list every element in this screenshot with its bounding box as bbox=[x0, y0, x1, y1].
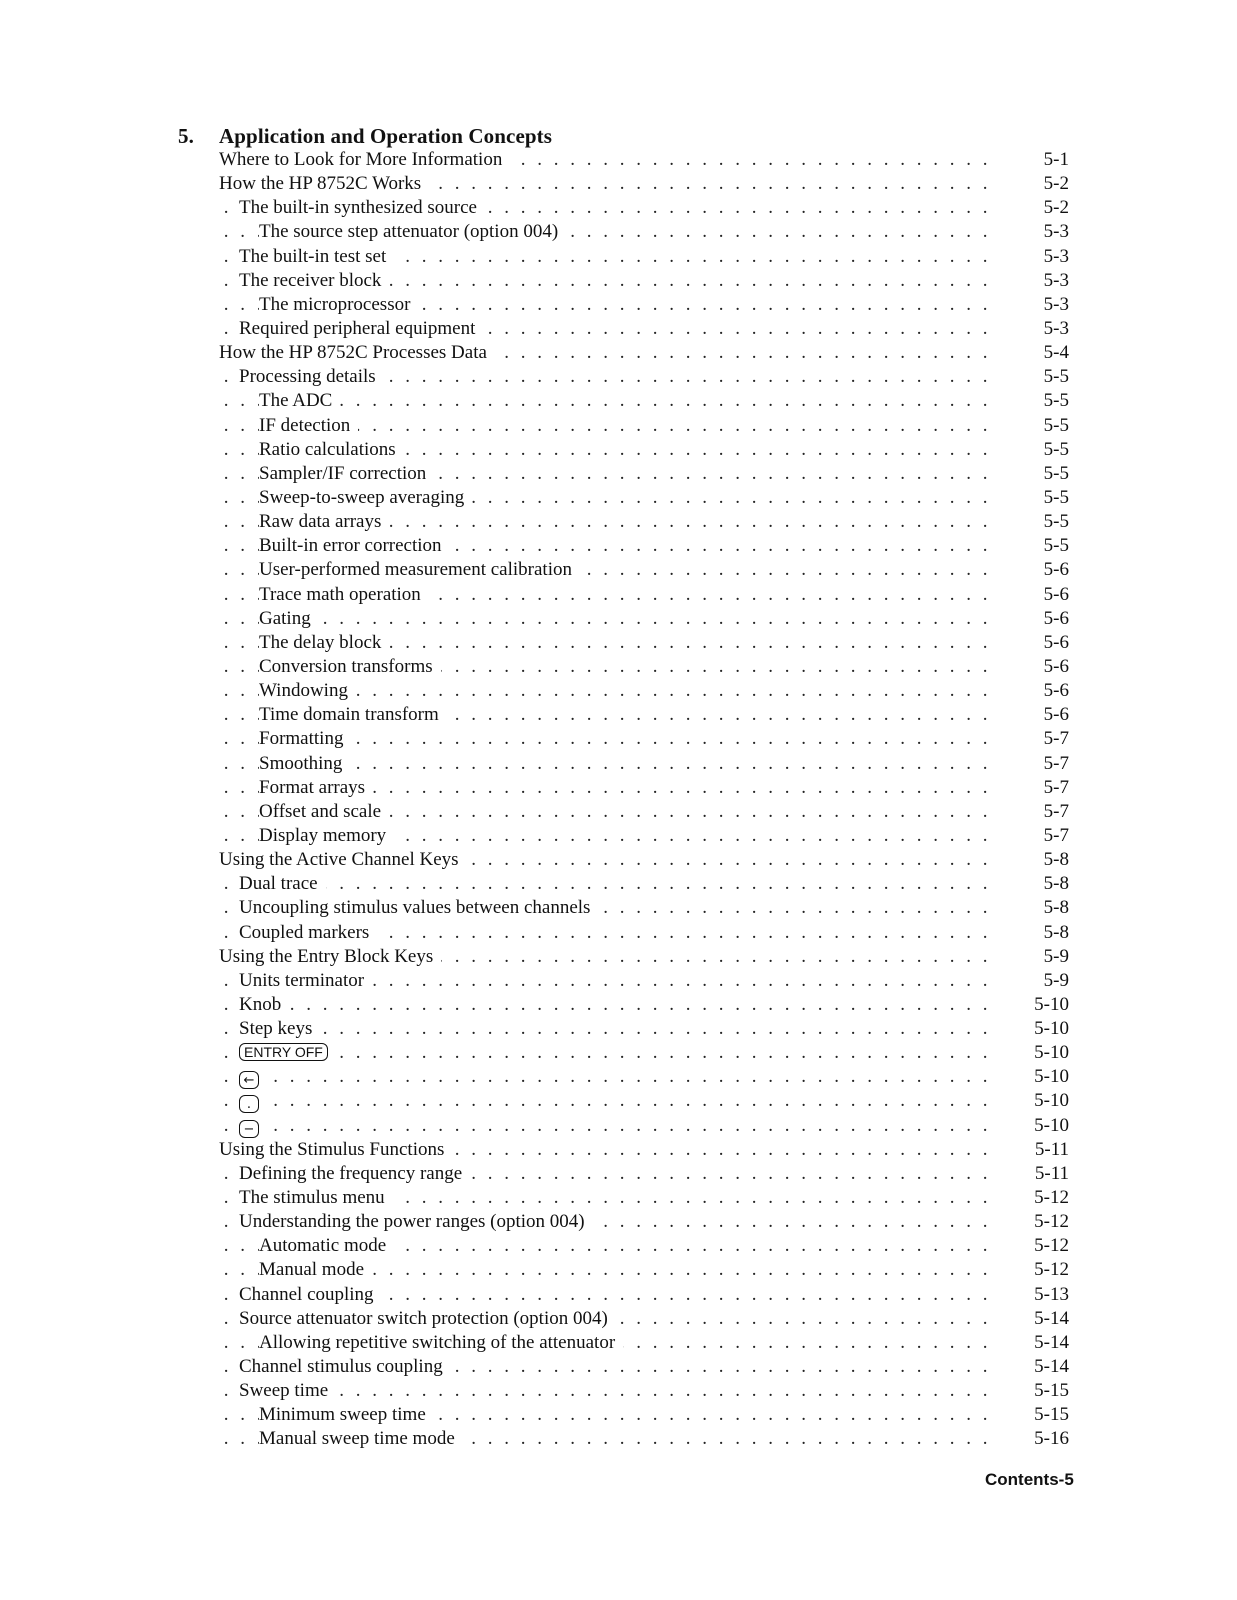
toc-entry-label: Where to Look for More Information bbox=[219, 148, 510, 172]
toc-entry-page: 5-10 bbox=[1034, 1042, 1069, 1064]
toc-entry-label: Dual trace bbox=[239, 872, 326, 896]
toc-entry[interactable] bbox=[219, 1162, 1069, 1186]
key-icon: ← bbox=[239, 1071, 259, 1089]
toc-entry[interactable] bbox=[219, 1041, 1069, 1065]
toc-entry-label bbox=[239, 1114, 267, 1138]
dot-leader bbox=[219, 1065, 991, 1089]
toc-entry[interactable] bbox=[219, 703, 1069, 727]
toc-entry-label: How the HP 8752C Processes Data bbox=[219, 341, 495, 365]
toc-entry-page: 5-2 bbox=[1043, 173, 1069, 195]
toc-entry-page: 5-1 bbox=[1043, 149, 1069, 170]
toc-entry[interactable] bbox=[219, 776, 1069, 800]
toc-entry-page: 5-4 bbox=[1043, 342, 1069, 364]
toc-entry-label bbox=[239, 1065, 267, 1089]
toc-entry-page: 5-14 bbox=[1034, 1331, 1069, 1353]
dot-leader bbox=[219, 1017, 991, 1041]
toc-entry-page: 5-14 bbox=[1034, 1356, 1069, 1378]
toc-entry-label: Offset and scale bbox=[259, 800, 389, 824]
toc-entry-page: 5-2 bbox=[1043, 197, 1069, 219]
toc-entry-label: Gating bbox=[259, 607, 319, 631]
toc-entry[interactable] bbox=[219, 848, 1069, 872]
toc-entry-page: 5-5 bbox=[1043, 486, 1069, 508]
toc-entry[interactable] bbox=[219, 1210, 1069, 1234]
toc-entry-label: Manual sweep time mode bbox=[259, 1427, 463, 1451]
toc-entry-label: Trace math operation bbox=[259, 583, 429, 607]
toc-entry[interactable] bbox=[219, 655, 1069, 679]
toc-entry[interactable] bbox=[219, 1283, 1069, 1307]
toc-entry-label: Conversion transforms bbox=[259, 655, 441, 679]
key-icon: − bbox=[239, 1120, 259, 1138]
toc-entry-label: Ratio calculations bbox=[259, 438, 404, 462]
toc-entry-page: 5-13 bbox=[1034, 1283, 1069, 1305]
toc-entry[interactable] bbox=[219, 245, 1069, 269]
toc-entry-label: Sampler/IF correction bbox=[259, 462, 434, 486]
toc-entry-page: 5-12 bbox=[1034, 1259, 1069, 1281]
toc-entry-page: 5-7 bbox=[1043, 776, 1069, 798]
toc-entry[interactable] bbox=[219, 945, 1069, 969]
toc-entry[interactable] bbox=[219, 1427, 1069, 1451]
toc-entry-label: The source step attenuator (option 004) bbox=[259, 220, 566, 244]
toc-entry-label: Automatic mode bbox=[259, 1234, 394, 1258]
toc-entry[interactable] bbox=[219, 148, 1069, 172]
toc-entry-page: 5-11 bbox=[1034, 1138, 1069, 1160]
toc-entry-page: 5-8 bbox=[1043, 849, 1069, 871]
toc-entry-page: 5-5 bbox=[1043, 535, 1069, 557]
toc-entry-label: The built-in synthesized source bbox=[239, 196, 485, 220]
dot-leader bbox=[219, 872, 991, 896]
toc-entry-page: 5-14 bbox=[1034, 1307, 1069, 1329]
toc-entry-label: The delay block bbox=[259, 631, 389, 655]
toc-entry-page: 5-10 bbox=[1034, 993, 1069, 1015]
toc-entry-page: 5-6 bbox=[1043, 607, 1069, 629]
toc-entry-page: 5-10 bbox=[1034, 1018, 1069, 1040]
toc-entry-label: Formatting bbox=[259, 727, 351, 751]
toc-entry-label: Defining the frequency range bbox=[239, 1162, 470, 1186]
dot-leader bbox=[219, 607, 991, 631]
dot-leader bbox=[219, 1089, 991, 1113]
toc-entry[interactable] bbox=[219, 510, 1069, 534]
toc-entry-page: 5-5 bbox=[1043, 366, 1069, 388]
toc-entry-page: 5-3 bbox=[1043, 245, 1069, 267]
toc-entry[interactable] bbox=[219, 824, 1069, 848]
toc-entry-page: 5-3 bbox=[1043, 269, 1069, 291]
toc-entry[interactable] bbox=[219, 1017, 1069, 1041]
toc-entry-page: 5-10 bbox=[1034, 1114, 1069, 1136]
toc-entry-page: 5-5 bbox=[1043, 511, 1069, 533]
toc-entry-page: 5-8 bbox=[1043, 897, 1069, 919]
toc-entry-label: Raw data arrays bbox=[259, 510, 389, 534]
toc-entry[interactable] bbox=[219, 1234, 1069, 1258]
toc-entry[interactable] bbox=[219, 534, 1069, 558]
toc-entry[interactable] bbox=[219, 993, 1069, 1017]
toc-entry-label: Processing details bbox=[239, 365, 384, 389]
toc-entry[interactable] bbox=[219, 607, 1069, 631]
toc-entry[interactable] bbox=[219, 389, 1069, 413]
toc-entry[interactable] bbox=[219, 317, 1069, 341]
toc-entry-label: Channel stimulus coupling bbox=[239, 1355, 451, 1379]
toc-entry-label: Units terminator bbox=[239, 969, 372, 993]
toc-entry[interactable] bbox=[219, 269, 1069, 293]
toc-entry-page: 5-7 bbox=[1043, 752, 1069, 774]
toc-entry-page: 5-7 bbox=[1043, 800, 1069, 822]
toc-entry-label: Using the Active Channel Keys bbox=[219, 848, 467, 872]
toc-entry[interactable] bbox=[219, 921, 1069, 945]
toc-entry-page: 5-5 bbox=[1043, 438, 1069, 460]
toc-entry-label: Built-in error correction bbox=[259, 534, 450, 558]
chapter-title: Application and Operation Concepts bbox=[219, 124, 553, 148]
toc-entry[interactable] bbox=[219, 1331, 1069, 1355]
page-footer: Contents-5 bbox=[985, 1470, 1074, 1489]
toc-entry[interactable] bbox=[219, 1089, 1069, 1113]
toc-entry-page: 5-16 bbox=[1034, 1428, 1069, 1450]
toc-entry-label: Format arrays bbox=[259, 776, 373, 800]
toc-entry[interactable] bbox=[219, 1258, 1069, 1282]
chapter-number: 5. bbox=[178, 124, 194, 148]
toc-entry-page: 5-3 bbox=[1043, 221, 1069, 243]
toc-entry-page: 5-15 bbox=[1034, 1404, 1069, 1426]
toc-entry-page: 5-3 bbox=[1043, 293, 1069, 315]
toc-entry-page: 5-7 bbox=[1043, 824, 1069, 846]
toc-entry-label: Windowing bbox=[259, 679, 356, 703]
dot-leader bbox=[219, 1114, 991, 1138]
toc-entry[interactable] bbox=[219, 196, 1069, 220]
toc-entry-label: The stimulus menu bbox=[239, 1186, 393, 1210]
toc-entry-label: Minimum sweep time bbox=[259, 1403, 434, 1427]
key-icon: . bbox=[239, 1095, 259, 1113]
toc-entry-label: Understanding the power ranges (option 004) bbox=[239, 1210, 593, 1234]
toc-entry-label: IF detection bbox=[259, 414, 358, 438]
toc-entry-label: Coupled markers bbox=[239, 921, 377, 945]
toc-entry-page: 5-12 bbox=[1034, 1187, 1069, 1209]
toc-entry[interactable] bbox=[219, 414, 1069, 438]
toc-entry[interactable] bbox=[219, 486, 1069, 510]
toc-entry-label: Uncoupling stimulus values between channels bbox=[239, 896, 598, 920]
toc-entry-label: Time domain transform bbox=[259, 703, 447, 727]
toc-entry-page: 5-15 bbox=[1034, 1380, 1069, 1402]
toc-entry[interactable] bbox=[219, 365, 1069, 389]
toc-entry[interactable] bbox=[219, 1355, 1069, 1379]
toc-entry[interactable] bbox=[219, 1379, 1069, 1403]
toc-entry-label: The microprocessor bbox=[259, 293, 418, 317]
toc-entry[interactable] bbox=[219, 1138, 1069, 1162]
toc-entry-label: Manual mode bbox=[259, 1258, 372, 1282]
toc-entry[interactable] bbox=[219, 438, 1069, 462]
table-of-contents bbox=[219, 148, 1069, 1452]
toc-entry[interactable] bbox=[219, 558, 1069, 582]
toc-entry-label: Step keys bbox=[239, 1017, 320, 1041]
toc-entry-page: 5-3 bbox=[1043, 317, 1069, 339]
toc-entry[interactable] bbox=[219, 969, 1069, 993]
toc-entry-page: 5-6 bbox=[1043, 583, 1069, 605]
toc-entry-label: Knob bbox=[239, 993, 289, 1017]
toc-entry-page: 5-5 bbox=[1043, 462, 1069, 484]
toc-entry-page: 5-5 bbox=[1043, 414, 1069, 436]
toc-entry-page: 5-6 bbox=[1043, 655, 1069, 677]
toc-entry[interactable] bbox=[219, 462, 1069, 486]
dot-leader bbox=[219, 993, 991, 1017]
toc-entry-label: The receiver block bbox=[239, 269, 389, 293]
toc-entry-label: Allowing repetitive switching of the attenuator bbox=[259, 1331, 623, 1355]
toc-entry-label bbox=[239, 1089, 267, 1113]
toc-entry[interactable] bbox=[219, 1307, 1069, 1331]
toc-entry-label: User-performed measurement calibration bbox=[259, 558, 580, 582]
toc-entry[interactable] bbox=[219, 631, 1069, 655]
toc-entry[interactable] bbox=[219, 1065, 1069, 1089]
toc-entry-label: Required peripheral equipment bbox=[239, 317, 483, 341]
toc-entry-label: The ADC bbox=[259, 389, 340, 413]
toc-entry[interactable] bbox=[219, 896, 1069, 920]
toc-entry-label: Channel coupling bbox=[239, 1283, 382, 1307]
toc-entry-page: 5-7 bbox=[1043, 728, 1069, 750]
toc-entry-label bbox=[239, 1041, 336, 1065]
toc-entry-label: Sweep time bbox=[239, 1379, 336, 1403]
toc-entry[interactable] bbox=[219, 341, 1069, 365]
toc-entry[interactable] bbox=[219, 800, 1069, 824]
toc-entry-label: The built-in test set bbox=[239, 245, 394, 269]
toc-entry-label: Using the Stimulus Functions bbox=[219, 1138, 452, 1162]
toc-entry-label: Source attenuator switch protection (option 004) bbox=[239, 1307, 616, 1331]
entry-off-key-icon: ENTRY OFF bbox=[239, 1043, 328, 1061]
toc-entry-label: Sweep-to-sweep averaging bbox=[259, 486, 472, 510]
toc-entry-page: 5-11 bbox=[1034, 1162, 1069, 1184]
toc-entry-page: 5-12 bbox=[1034, 1235, 1069, 1257]
toc-entry-page: 5-6 bbox=[1043, 680, 1069, 702]
toc-entry[interactable] bbox=[219, 583, 1069, 607]
toc-entry[interactable] bbox=[219, 293, 1069, 317]
toc-entry-page: 5-6 bbox=[1043, 704, 1069, 726]
toc-entry-page: 5-6 bbox=[1043, 559, 1069, 581]
toc-entry-label: Display memory bbox=[259, 824, 394, 848]
toc-entry[interactable] bbox=[219, 752, 1069, 776]
toc-entry[interactable] bbox=[219, 1186, 1069, 1210]
toc-entry[interactable] bbox=[219, 872, 1069, 896]
toc-entry[interactable] bbox=[219, 172, 1069, 196]
toc-entry-page: 5-12 bbox=[1034, 1211, 1069, 1233]
toc-entry[interactable] bbox=[219, 1403, 1069, 1427]
toc-entry[interactable] bbox=[219, 727, 1069, 751]
toc-entry-page: 5-8 bbox=[1043, 873, 1069, 895]
toc-entry-label: Smoothing bbox=[259, 752, 350, 776]
toc-entry[interactable] bbox=[219, 220, 1069, 244]
toc-entry-page: 5-6 bbox=[1043, 631, 1069, 653]
toc-entry-page: 5-10 bbox=[1034, 1066, 1069, 1088]
toc-entry-label: How the HP 8752C Works bbox=[219, 172, 429, 196]
toc-entry[interactable] bbox=[219, 679, 1069, 703]
toc-entry-page: 5-5 bbox=[1043, 390, 1069, 412]
toc-entry-label: Using the Entry Block Keys bbox=[219, 945, 441, 969]
toc-entry[interactable] bbox=[219, 1114, 1069, 1138]
toc-entry-page: 5-9 bbox=[1043, 969, 1069, 991]
toc-entry-page: 5-10 bbox=[1034, 1090, 1069, 1112]
toc-entry-page: 5-9 bbox=[1043, 945, 1069, 967]
toc-entry-page: 5-8 bbox=[1043, 921, 1069, 943]
